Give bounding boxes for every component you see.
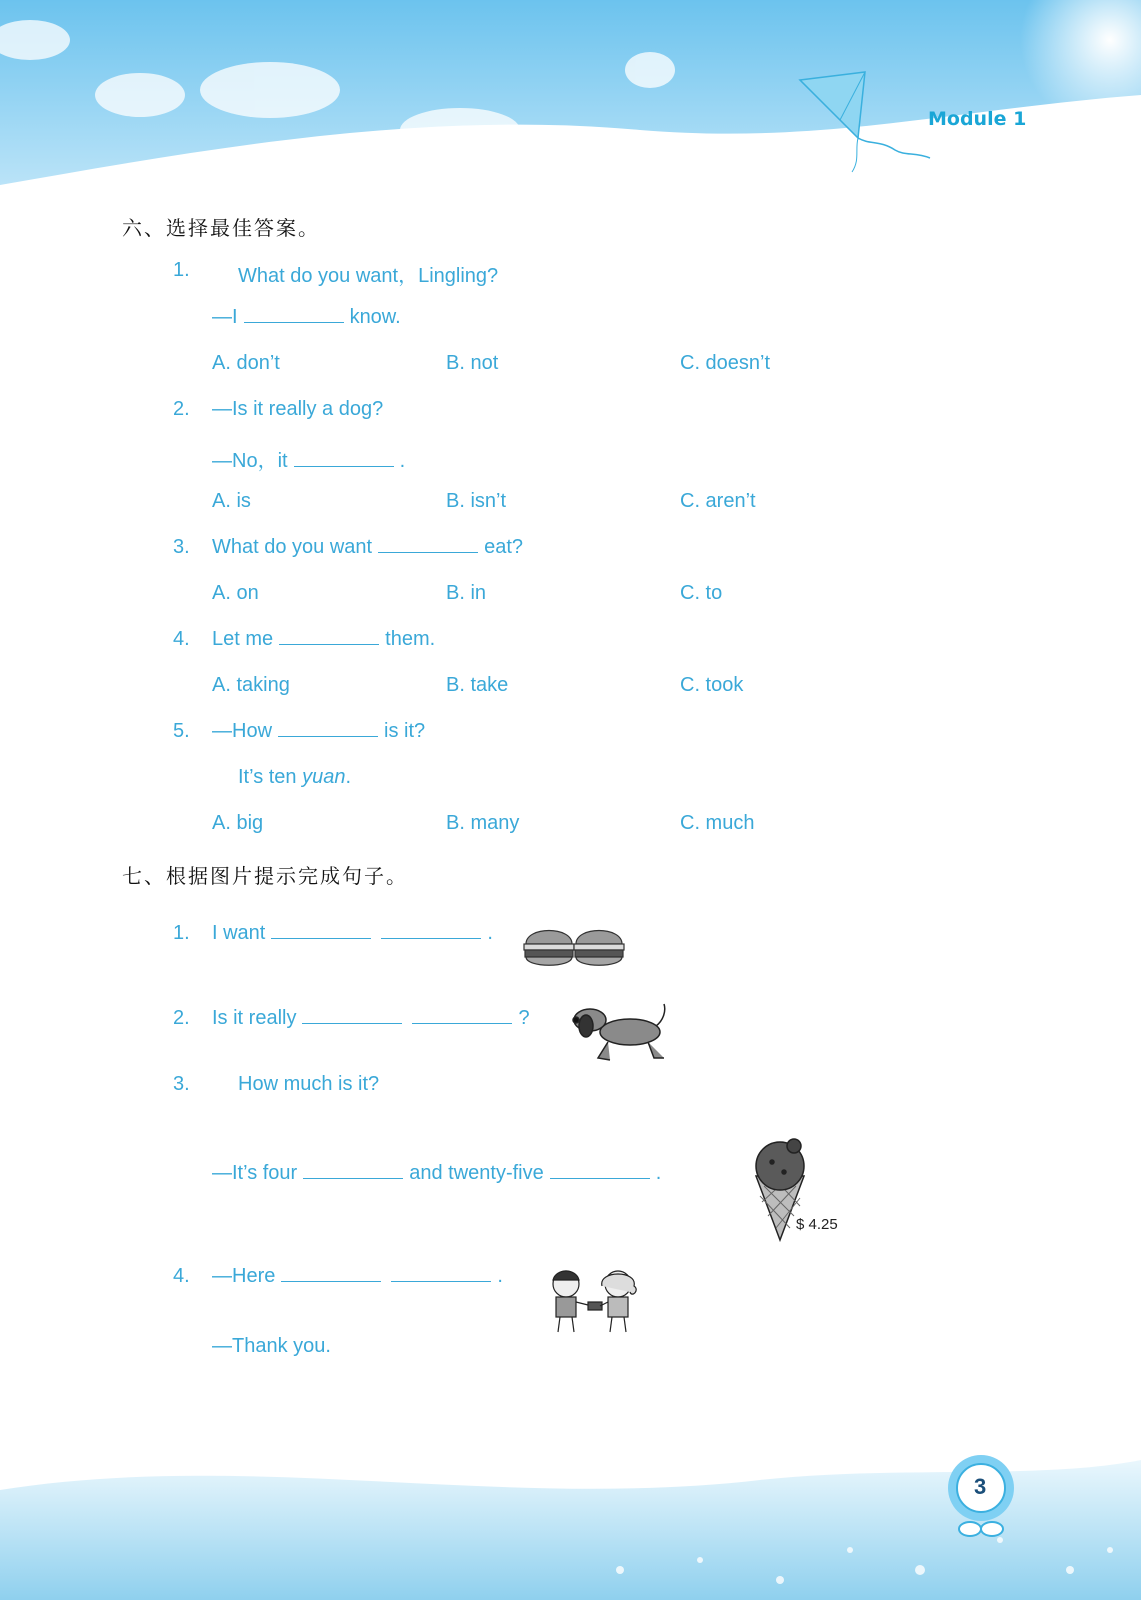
q6-5-option-a[interactable]: A. big — [212, 812, 264, 834]
answer-blank[interactable] — [412, 1022, 512, 1024]
prompt-after: ? — [518, 1007, 530, 1029]
section-7-title: 七、根据图片提示完成句子。 — [122, 864, 408, 888]
prompt-before: I want — [212, 922, 266, 944]
answer-blank[interactable] — [302, 1022, 402, 1024]
q6-2-option-b[interactable]: B. isn’t — [446, 490, 507, 512]
answer-blank[interactable] — [278, 735, 378, 737]
q7-3-prompt: How much is it? — [238, 1073, 380, 1095]
answer-blank[interactable] — [279, 643, 379, 645]
answer-blank[interactable] — [391, 1280, 491, 1282]
prompt-after: . — [497, 1265, 503, 1287]
q7-4-prompt — [212, 1265, 503, 1288]
q6-1-answer-line — [212, 306, 401, 329]
q7-3-number: 3. — [173, 1073, 190, 1095]
answer-suffix: . — [399, 450, 406, 472]
q6-4-option-b[interactable]: B. take — [446, 674, 509, 696]
answer-blank[interactable] — [244, 321, 344, 323]
section-6-title: 六、选择最佳答案。 — [122, 216, 320, 240]
answer-prefix: —I — [212, 306, 238, 328]
prompt-after: them. — [385, 628, 436, 650]
q7-2-number: 2. — [173, 1007, 190, 1029]
q6-5-number: 5. — [173, 720, 190, 742]
price-tag: $ 4.25 — [796, 1216, 838, 1233]
q6-2-number: 2. — [173, 398, 190, 420]
q6-1-option-a[interactable]: A. don’t — [212, 352, 280, 374]
q7-2-prompt — [212, 1007, 530, 1030]
answer-blank[interactable] — [303, 1177, 403, 1179]
answer-blank[interactable] — [271, 937, 371, 939]
q6-2-answer-line — [212, 444, 405, 473]
q7-4-number: 4. — [173, 1265, 190, 1287]
q6-1-number: 1. — [173, 259, 190, 281]
q6-3-prompt — [212, 536, 523, 559]
answer-prefix: —No，it — [212, 450, 288, 472]
q7-3-answer-line — [212, 1162, 661, 1185]
answer-suffix: know. — [349, 306, 401, 328]
answer-blank[interactable] — [378, 551, 478, 553]
answer-blank[interactable] — [281, 1280, 381, 1282]
q6-4-option-c[interactable]: C. took — [680, 674, 744, 696]
answer-blank[interactable] — [381, 937, 481, 939]
module-label: Module 1 — [928, 108, 1027, 130]
q6-5-answer-line — [238, 766, 351, 789]
prompt-before: —How — [212, 720, 273, 742]
answer-after: . — [655, 1162, 662, 1184]
dog-image — [568, 1000, 678, 1070]
answer-prefix: It’s ten — [238, 766, 297, 788]
q6-2-option-a[interactable]: A. is — [212, 490, 251, 512]
q6-3-option-b[interactable]: B. in — [446, 582, 487, 604]
q6-3-option-a[interactable]: A. on — [212, 582, 259, 604]
q7-1-number: 1. — [173, 922, 190, 944]
answer-italic-word: yuan — [302, 766, 346, 788]
prompt-before: Let me — [212, 628, 274, 650]
answer-middle: and twenty-five — [409, 1162, 544, 1184]
prompt-before: What do you want — [212, 536, 373, 558]
kids-giving-image — [540, 1268, 650, 1338]
answer-suffix: . — [345, 766, 352, 788]
page-number: 3 — [974, 1474, 987, 1499]
q6-3-option-c[interactable]: C. to — [680, 582, 723, 604]
prompt-after: . — [487, 922, 493, 944]
prompt-before: Is it really — [212, 1007, 297, 1029]
q6-2-prompt: —Is it really a dog? — [212, 398, 384, 420]
q6-2-option-c[interactable]: C. aren’t — [680, 490, 756, 512]
q6-5-option-c[interactable]: C. much — [680, 812, 755, 834]
answer-before: —It’s four — [212, 1162, 298, 1184]
q7-1-prompt — [212, 922, 493, 945]
q6-1-option-b[interactable]: B. not — [446, 352, 499, 374]
q7-4-answer: —Thank you. — [212, 1335, 331, 1357]
prompt-before: —Here — [212, 1265, 276, 1287]
q6-5-option-b[interactable]: B. many — [446, 812, 520, 834]
q6-4-prompt — [212, 628, 435, 651]
q6-4-number: 4. — [173, 628, 190, 650]
q6-1-option-c[interactable]: C. doesn’t — [680, 352, 771, 374]
q6-1-prompt: What do you want，Lingling? — [238, 265, 499, 287]
hamburgers-image — [522, 920, 632, 976]
q6-5-prompt — [212, 720, 425, 743]
q6-4-option-a[interactable]: A. taking — [212, 674, 290, 696]
prompt-after: is it? — [384, 720, 426, 742]
prompt-after: eat? — [484, 536, 524, 558]
q6-3-number: 3. — [173, 536, 190, 558]
answer-blank[interactable] — [294, 465, 394, 467]
answer-blank[interactable] — [550, 1177, 650, 1179]
